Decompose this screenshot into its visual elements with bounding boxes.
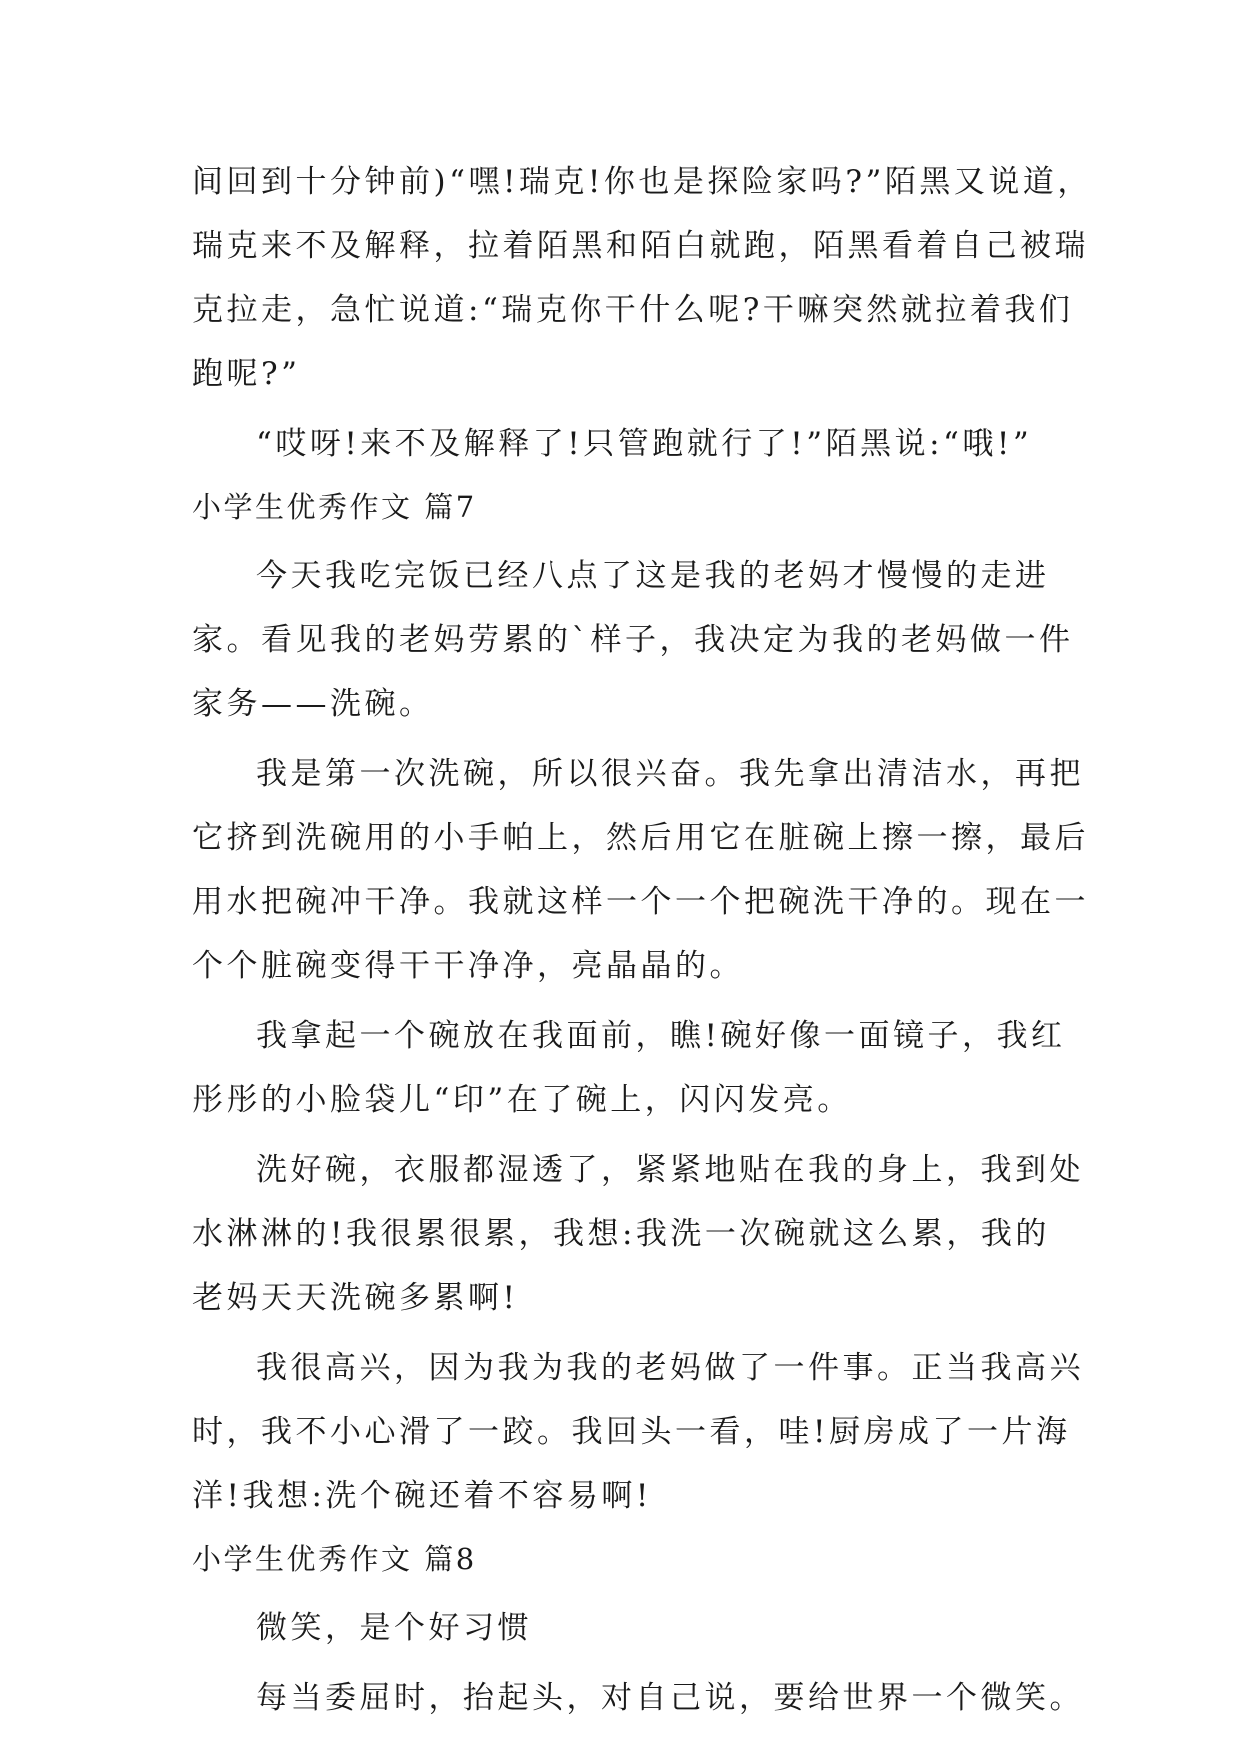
paragraph-line: 间回到十分钟前)“嘿!瑞克!你也是探险家吗?”陌黑又说道， bbox=[192, 164, 1092, 200]
paragraph-line: “哎呀!来不及解释了!只管跑就行了!”陌黑说:“哦!” bbox=[256, 426, 1033, 462]
paragraph-line: 克拉走，急忙说道:“瑞克你干什么呢?干嘛突然就拉着我们 bbox=[192, 292, 1074, 328]
paragraph-line: 我是第一次洗碗，所以很兴奋。我先拿出清洁水，再把 bbox=[256, 756, 1084, 792]
document-page bbox=[192, 150, 1092, 1730]
paragraph-line: 它挤到洗碗用的小手帕上，然后用它在脏碗上擦一擦，最后 bbox=[192, 820, 1089, 856]
paragraph-line: 家务——洗碗。 bbox=[192, 686, 434, 722]
paragraph-line: 跑呢?” bbox=[192, 356, 301, 392]
paragraph-line: 我很高兴，因为我为我的老妈做了一件事。正当我高兴 bbox=[256, 1350, 1084, 1386]
paragraph-line: 老妈天天洗碗多累啊! bbox=[192, 1280, 519, 1316]
section-heading: 小学生优秀作文 篇8 bbox=[192, 1542, 477, 1576]
paragraph-line: 今天我吃完饭已经八点了这是我的老妈才慢慢的走进 bbox=[256, 558, 1050, 594]
paragraph-line: 家。看见我的老妈劳累的`样子，我决定为我的老妈做一件 bbox=[192, 622, 1074, 658]
paragraph-line: 水淋淋的!我很累很累，我想:我洗一次碗就这么累，我的 bbox=[192, 1216, 1050, 1252]
paragraph-line: 个个脏碗变得干干净净，亮晶晶的。 bbox=[192, 948, 744, 984]
essay-title: 微笑，是个好习惯 bbox=[256, 1610, 532, 1646]
paragraph-line: 瑞克来不及解释，拉着陌黑和陌白就跑，陌黑看着自己被瑞 bbox=[192, 228, 1089, 264]
paragraph-line: 彤彤的小脸袋儿“印”在了碗上，闪闪发亮。 bbox=[192, 1082, 852, 1118]
paragraph-line: 洗好碗，衣服都湿透了，紧紧地贴在我的身上，我到处 bbox=[256, 1152, 1084, 1188]
paragraph-line: 我拿起一个碗放在我面前，瞧!碗好像一面镜子，我红 bbox=[256, 1018, 1066, 1054]
paragraph-line: 时，我不小心滑了一跤。我回头一看，哇!厨房成了一片海 bbox=[192, 1414, 1071, 1450]
paragraph-line: 洋!我想:洗个碗还着不容易啊! bbox=[192, 1478, 652, 1514]
section-heading: 小学生优秀作文 篇7 bbox=[192, 490, 477, 524]
paragraph-line: 每当委屈时，抬起头，对自己说，要给世界一个微笑。 bbox=[256, 1680, 1084, 1716]
paragraph-line: 用水把碗冲干净。我就这样一个一个把碗洗干净的。现在一 bbox=[192, 884, 1089, 920]
